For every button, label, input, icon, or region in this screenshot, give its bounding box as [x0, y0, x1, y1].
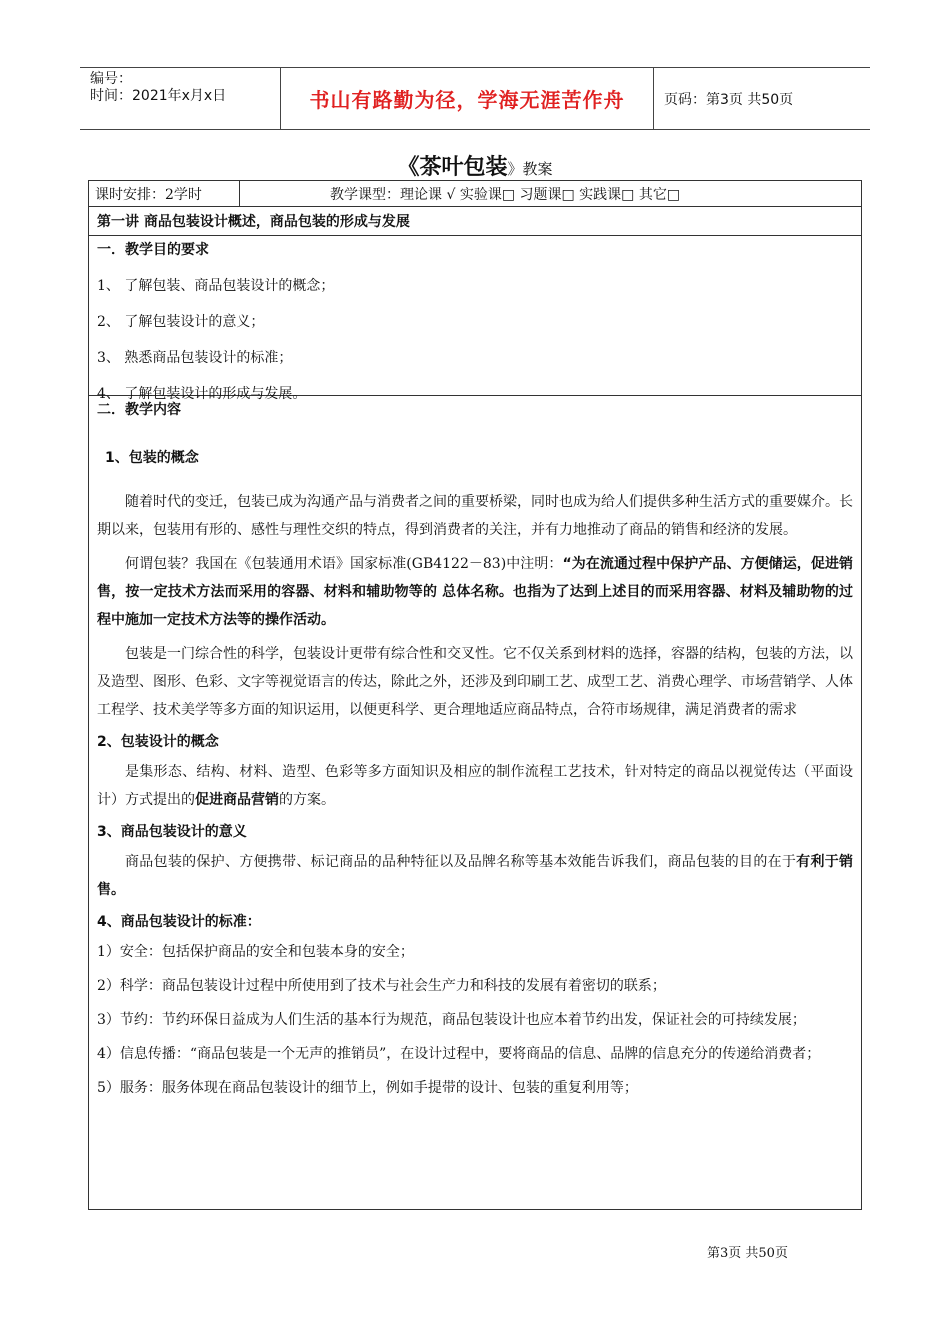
standard-item: 1）安全：包括保护商品的安全和包装本身的安全； — [97, 944, 414, 960]
paragraph-text: 商品包装的保护、方便携带、标记商品的品种特征以及品牌名称等基本效能告诉我们，商品包装的目的在于 — [125, 854, 797, 870]
standard-item: 5）服务：服务体现在商品包装设计的细节上，例如手提带的设计、包装的重复利用等； — [97, 1080, 638, 1096]
section-3-paragraph — [97, 848, 853, 904]
goal-item: 3、 熟悉商品包装设计的标准； — [97, 350, 293, 366]
header-page-info: 页码：第3页 共50页 — [664, 91, 794, 108]
title-main: 《茶叶包装 — [397, 154, 508, 180]
section-1-paragraph-3: 包装是一门综合性的科学，包装设计更带有综合性和交叉性。它不仅关系到材料的选择，容器的结构，包装的方法，以及造型、图形、色彩、文字等视觉语言的传达，除此之外，还涉及到印刷工艺、成型工艺、消费心理学、市场营销学、人体工程学、技术美学等多方面的知识运用，以便更科学、更合理地适应商品特点，合符市场规律，满足消费者的需求 — [97, 646, 853, 718]
goal-item: 4、 了解包装设计的形成与发展。 — [97, 386, 307, 402]
course-type: 教学课型：理论课 √ 实验课□ 习题课□ 实践课□ 其它□ — [330, 187, 681, 203]
goal-item: 2、 了解包装设计的意义； — [97, 314, 265, 330]
document-title — [0, 150, 950, 181]
serial-label: 编号： — [90, 71, 132, 87]
page-footer: 第3页 共50页 — [707, 1246, 788, 1261]
standard-item: 4）信息传播：“商品包装是一个无声的推销员”，在设计过程中，要将商品的信息、品牌的信息充分的传递给消费者； — [97, 1046, 821, 1062]
lecture-title: 第一讲 商品包装设计概述，商品包装的形成与发展 — [89, 207, 861, 236]
schedule-row — [89, 181, 861, 207]
section-1-title: 1、包装的概念 — [105, 450, 199, 466]
title-suffix: 》教案 — [507, 160, 553, 178]
standard-item: 3）节约：节约环保日益成为人们生活的基本行为规范，商品包装设计也应本着节约出发，保证社会的可持续发展； — [97, 1012, 806, 1028]
section-2-paragraph — [97, 758, 853, 814]
paragraph-text: 的方案。 — [279, 792, 335, 808]
section-4-title: 4、商品包装设计的标准： — [97, 914, 261, 930]
header-meta — [80, 68, 281, 129]
goals-heading: 一．教学目的要求 — [97, 242, 209, 258]
section-1-paragraph-2 — [97, 550, 853, 634]
teaching-content — [89, 396, 861, 1206]
class-hours: 课时安排：2学时 — [89, 181, 240, 206]
lesson-plan-table — [88, 180, 862, 1210]
standard-definition: “为在流通过程中保护产品、方便储运，促进销售，按一定技术方法而采用的容器、材料和辅助物等的 总体名称。也指为了达到上述目的而采用容器、材料及辅助物的过程中施加一定技术方法等的操作活动。 — [97, 556, 853, 628]
emphasis-text: 促进商品营销 — [195, 792, 279, 808]
teaching-goals — [89, 236, 861, 402]
section-2-title: 2、包装设计的概念 — [97, 734, 219, 750]
page-header — [80, 67, 870, 130]
emphasis-text: 有利于销售。 — [97, 854, 854, 898]
standard-item: 2）科学：商品包装设计过程中所使用到了技术与社会生产力和科技的发展有着密切的联系； — [97, 978, 666, 994]
paragraph-text: 是集形态、结构、材料、造型、色彩等多方面知识及相应的制作流程工艺技术，针对特定的商品以视觉传达（平面设计）方式提出的 — [97, 764, 853, 808]
section-1-paragraph-1: 随着时代的变迁，包装已成为沟通产品与消费者之间的重要桥梁，同时也成为给人们提供多种生活方式的重要媒介。长期以来，包装用有形的、感性与理性交织的特点，得到消费者的关注，并有力地推动了商品的销售和经济的发展。 — [97, 494, 853, 538]
content-heading: 二．教学内容 — [97, 402, 181, 418]
date-label: 时间：2021年x月x日 — [90, 88, 227, 104]
goal-item: 1、 了解包装、商品包装设计的概念； — [97, 278, 335, 294]
header-motto: 书山有路勤为径，学海无涯苦作舟 — [281, 68, 654, 129]
paragraph-text: 何谓包装？我国在《包装通用术语》国家标准(GB4122－83)中注明： — [125, 556, 563, 572]
section-3-title: 3、商品包装设计的意义 — [97, 824, 247, 840]
